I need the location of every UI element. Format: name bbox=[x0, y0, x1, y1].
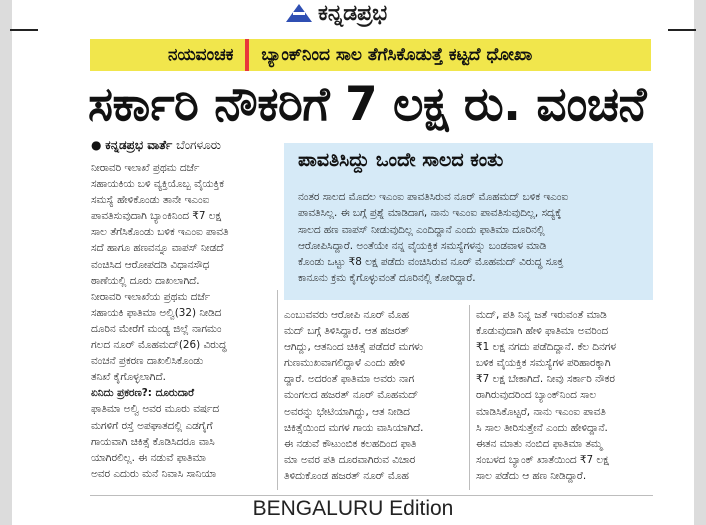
kicker-banner bbox=[90, 39, 651, 71]
article-line: ನೀರಾವರಿ ಇಲಾಖೆಯ ಪ್ರಥಮ ದರ್ಜೆ bbox=[91, 290, 211, 303]
box-line: ಸಾಲದ ಹಣ ವಾಪಸ್ ನೀಡುವುದಿಲ್ಲ ಎಂದಿದ್ದಾನೆ ಎಂದು ಫಾತಿಮಾ ದೂರಿನಲ್ಲಿ bbox=[298, 223, 545, 236]
article-line: ನೀರಾವರಿ ಇಲಾಖೆ ಪ್ರಥಮ ದರ್ಜೆ bbox=[91, 162, 200, 174]
article-line: ಎಂಬುವವರು ಆರೋಪಿ ನೂರ್ ಮೊಹ bbox=[284, 309, 409, 321]
box-line: ಕೊಂಡು ಒಟ್ಟು ₹8 ಲಕ್ಷ ಪಡೆದು ವಂಚಿಸಿರುವ ನೂರ್ ಮೊಹಮದ್ ವಿರುದ್ಧ ಸೂಕ್ತ bbox=[298, 256, 564, 269]
article-line: ದ್ದಾರೆ. ಅದರಂತೆ ಫಾತಿಮಾ ಅವರು ನಾಗ bbox=[284, 373, 415, 386]
article-line: ಮಗಳಿಗೆ ರಸ್ತೆ ಅಪಘಾತದಲ್ಲಿ ಎಡಗೈಗೆ bbox=[91, 419, 213, 432]
article-line: ತನಿಖೆ ಕೈಗೊಳ್ಳಲಾಗಿದೆ. bbox=[91, 371, 166, 384]
article-line: ಪಾವತಿಸುವುದಾಗಿ ಬ್ಯಾಂಕಿನಿಂದ ₹7 ಲಕ್ಷ bbox=[91, 210, 222, 223]
sidebar-box bbox=[284, 143, 653, 300]
article-line: ರಾಗಿರುವುದರಿಂದ ಬ್ಯಾಂಕ್‌ನಿಂದ ಸಾಲ bbox=[476, 389, 597, 402]
article-line: ಚಿಕಿತ್ಸೆಯಿಂದ ಮಗಳ ಗಾಯ ವಾಸಿಯಾಗಿದೆ. bbox=[284, 421, 424, 434]
article-line: ವಂಚಿಸಿದ ಆರೋಪದಡಿ ವಿಧಾನಸೌಧ bbox=[91, 258, 210, 271]
edition-label: BENGALURU Edition bbox=[252, 497, 454, 520]
box-line: ಆರೋಪಿಸಿದ್ದಾರೆ. ಅಂತೆಯೇ ನನ್ನ ವೈಯಕ್ತಿಕ ಸಮಸ್ಯೆಗಳನ್ನು ಬಂಡವಾಳ ಮಾಡಿ bbox=[298, 239, 547, 252]
article-line: ಮಾಡಿಸಿಕೊಟ್ಟರೆ, ನಾನು ಇಎಂಐ ಪಾವತಿ bbox=[476, 405, 606, 418]
article-column-1 bbox=[91, 160, 271, 482]
article-line: ಸಾಲ ಪಡೆದು ಆ ಹಣ ನೀಡಿದ್ದಾರೆ. bbox=[476, 469, 587, 482]
masthead-title: ಕನ್ನಡಪ್ರಭ bbox=[318, 0, 388, 26]
column-divider bbox=[469, 305, 470, 490]
brand-logo-icon bbox=[286, 4, 312, 22]
article-line: ಕೊಡುವುದಾಗಿ ಹೇಳಿ ಫಾತಿಮಾ ಅವರಿಂದ bbox=[476, 325, 609, 338]
kicker-label: ನಯವಂಚಕ bbox=[168, 45, 234, 65]
box-line: ನಂತರ ಸಾಲದ ಮೊದಲ ಇಎಂಐ ಪಾವತಿಸಿರುವ ನೂರ್ ಮೊಹಮದ್ ಬಳಿಕ ಇಎಂಐ bbox=[298, 191, 569, 203]
masthead-rule-left bbox=[10, 29, 38, 31]
article-line: ಸಮಸ್ಯೆ ಹೇಳಿಕೊಂಡು ತಾನೇ ಇಎಂಐ bbox=[91, 194, 210, 207]
article-line: ಮಂಗಲದ ಹಜರತ್ ನೂರ್ ಮೊಹಮದ್ bbox=[284, 389, 419, 402]
box-line: ಪಾವತಿಸಿಲ್ಲ. ಈ ಬಗ್ಗೆ ಪ್ರಶ್ನೆ ಮಾಡಿದಾಗ, ನಾನು ಇಎಂಐ ಪಾವತಿಸುವುದಿಲ್ಲ, ಸದ್ಯಕ್ಕೆ bbox=[298, 207, 562, 220]
article-line: ಸಹಾಯಕಿ ಫಾತಿಮಾ ಅಲ್ವಿ(32) ನೀಡಿದ bbox=[91, 306, 222, 319]
article-line: ಗುಣಮುಖವಾಗಲಿದ್ದಾಳೆ ಎಂದು ಹೇಳಿ bbox=[284, 357, 406, 370]
article-line: ಸಿ ಸಾಲ ತೀರಿಸುತ್ತೇನೆ ಎಂದು ಹೇಳಿದ್ದಾನೆ. bbox=[476, 421, 608, 434]
article-line: ದೂರಿನ ಮೇರೆಗೆ ಮಂಡ್ಯ ಜಿಲ್ಲೆ ನಾಗಮಂ bbox=[91, 322, 222, 335]
article-line: ಯಾಗಿರಲಿಲ್ಲ. ಈ ನಡುವೆ ಫಾತಿಮಾ bbox=[91, 451, 206, 464]
article-line: ಸದೆ ಹಾಗೂ ಹಣವನ್ನೂ ವಾಪಸ್ ನೀಡದೆ bbox=[91, 242, 224, 255]
article-line: ₹7 ಲಕ್ಷ ಬೇಕಾಗಿದೆ. ನೀವು ಸರ್ಕಾರಿ ನೌಕರ bbox=[476, 373, 615, 386]
page-edge-left bbox=[0, 0, 12, 525]
article-line: ಆಗಿದ್ದು, ಆತನಿಂದ ಚಿಕಿತ್ಸೆ ಪಡೆದರೆ ಮಗಳು bbox=[284, 341, 424, 354]
masthead-rule-right bbox=[668, 29, 696, 31]
article-column-3 bbox=[476, 307, 654, 484]
article-line: ಅವರ ಎದುರು ಮನೆ ನಿವಾಸಿ ಸಾನಿಯಾ bbox=[91, 467, 217, 480]
article-line: ಈತನ ಮಾತು ನಂಬಿದ ಫಾತಿಮಾ ತಮ್ಮ bbox=[476, 437, 603, 450]
sidebar-box-body bbox=[298, 189, 643, 287]
footer-rule bbox=[90, 495, 653, 496]
article-line: ಮಾ ಅವರ ಪತಿ ದೂರವಾಗಿರುವ ವಿಚಾರ bbox=[284, 453, 416, 466]
article-line: ₹1 ಲಕ್ಷ ನಗದು ಪಡೆದಿದ್ದಾನೆ. ಕೆಲ ದಿನಗಳ bbox=[476, 341, 616, 354]
article-line: ಸಾಲ ತೆಗೆಸಿಕೊಂಡು ಬಳಿಕ ಇಎಂಐ ಪಾವತಿ bbox=[91, 226, 229, 239]
article-line: ಬಳಿಕ ವೈಯಕ್ತಿಕ ಸಮಸ್ಯೆಗಳ ಪರಿಹಾರಕ್ಕಾಗಿ bbox=[476, 357, 611, 370]
byline-source: ಕನ್ನಡಪ್ರಭ ವಾರ್ತೆ bbox=[105, 138, 173, 152]
byline bbox=[91, 138, 221, 153]
article-column-2 bbox=[284, 307, 462, 484]
article-line: ಅವರನ್ನು ಭೇಟಿಯಾಗಿದ್ದು, ಆತ ನೀಡಿದ bbox=[284, 405, 410, 418]
article-line: ಗಾಯವಾಗಿ ಚಿಕಿತ್ಸೆ ಕೊಡಿಸಿದರೂ ವಾಸಿ bbox=[91, 435, 215, 448]
article-line: ಮದ್, ಪತಿ ನಿನ್ನ ಜತೆ ಇರುವಂತೆ ಮಾಡಿ bbox=[476, 309, 607, 321]
article-line: ಫಾತಿಮಾ ಅಲ್ವಿ ಅವರ ಮೂರು ವರ್ಷದ bbox=[91, 403, 220, 416]
article-line: ವಂಚನೆ ಪ್ರಕರಣ ದಾಖಲಿಸಿಕೊಂಡು bbox=[91, 355, 204, 368]
article-line: ಸಂಬಳದ ಬ್ಯಾಂಕ್ ಖಾತೆಯಿಂದ ₹7 ಲಕ್ಷ bbox=[476, 453, 609, 466]
box-line: ಕಾನೂನು ಕ್ರಮ ಕೈಗೊಳ್ಳುವಂತೆ ದೂರಿನಲ್ಲಿ ಕೋರಿದ್ದಾರೆ. bbox=[298, 272, 476, 285]
article-subhead-line: ಏನಿದು ಪ್ರಕರಣ?: ದೂರುದಾರೆ bbox=[91, 387, 195, 400]
article-line: ಗಲದ ನೂರ್ ಮೊಹಮದ್(26) ವಿರುದ್ಧ bbox=[91, 339, 227, 352]
page-edge-right bbox=[694, 0, 706, 525]
article-line: ತಿಳಿದುಕೊಂಡ ಹಜರತ್ ನೂರ್ ಮೊಹ bbox=[284, 469, 409, 482]
article-line: ಠಾಣೆಯಲ್ಲಿ ದೂರು ದಾಖಲಾಗಿದೆ. bbox=[91, 274, 200, 287]
kicker-divider bbox=[245, 39, 249, 71]
column-divider bbox=[277, 290, 278, 490]
kicker-subhead: ಬ್ಯಾಂಕ್‌ನಿಂದ ಸಾಲ ತೆಗೆಸಿಕೊಡುತ್ತೆ ಕಟ್ಟದೆ ಧೋಖಾ bbox=[261, 45, 533, 65]
article-line: ಮದ್ ಬಗ್ಗೆ ತಿಳಿಸಿದ್ದಾರೆ. ಆತ ಹಜರತ್ bbox=[284, 325, 409, 338]
bullet-icon: ● bbox=[91, 138, 106, 152]
sidebar-box-title: ಪಾವತಿಸಿದ್ದು ಒಂದೇ ಸಾಲದ ಕಂತು bbox=[298, 149, 504, 171]
article-line: ಸಹಾಯಕಿಯ ಬಳಿ ವ್ಯಕ್ತಿಯೊಬ್ಬ ವೈಯಕ್ತಿಕ bbox=[91, 178, 224, 191]
article-line: ಈ ನಡುವೆ ಕೌಟುಂಬಿಕ ಕಲಹದಿಂದ ಫಾತಿ bbox=[284, 437, 417, 450]
byline-place: ಬೆಂಗಳೂರು bbox=[176, 138, 221, 152]
headline: ಸರ್ಕಾರಿ ನೌಕರಿಗೆ 7 ಲಕ್ಷ ರು. ವಂಚನೆ bbox=[88, 77, 646, 132]
masthead bbox=[286, 0, 426, 26]
